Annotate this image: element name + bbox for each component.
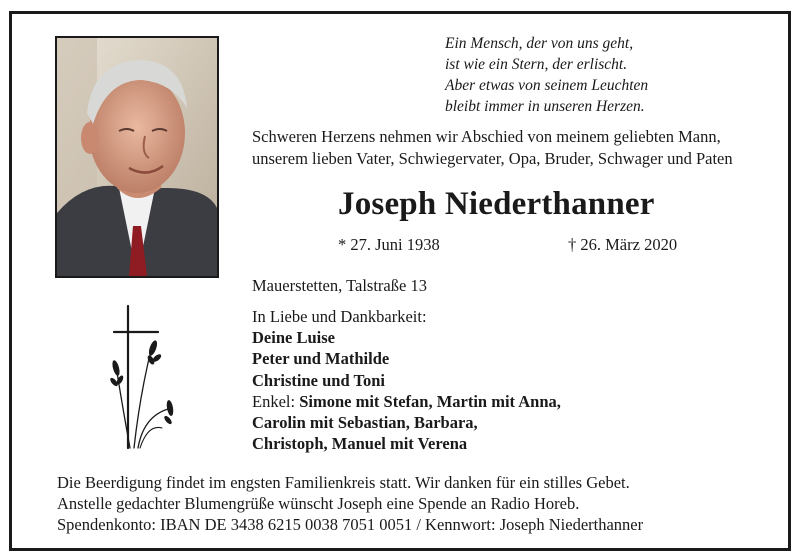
intro-line: unserem lieben Vater, Schwiegervater, Opa, Bruder, Schwager und Paten bbox=[252, 149, 733, 168]
grandchildren-names: Simone mit Stefan, Martin mit Anna, bbox=[299, 391, 561, 411]
deceased-name: Joseph Niederthanner bbox=[338, 186, 655, 222]
grandchildren-names: Carolin mit Sebastian, Barbara, bbox=[252, 413, 478, 433]
address: Mauerstetten, Talstraße 13 bbox=[252, 276, 427, 295]
funeral-notice-footer bbox=[57, 472, 643, 535]
memorial-poem bbox=[445, 33, 648, 117]
portrait-photo bbox=[55, 36, 219, 278]
grandchildren-label: Enkel: bbox=[252, 391, 296, 411]
grandchildren-line bbox=[252, 391, 561, 412]
birth-date: * 27. Juni 1938 bbox=[338, 235, 440, 254]
footer-line: Anstelle gedachter Blumengrüße wünscht Joseph eine Spende an Radio Horeb. bbox=[57, 494, 580, 513]
poem-line: Ein Mensch, der von uns geht, bbox=[445, 35, 634, 52]
donation-account: Spendenkonto: IBAN DE 3438 6215 0038 7051 0051 / Kennwort: Joseph Niederthanner bbox=[57, 515, 644, 534]
family-list bbox=[252, 306, 561, 454]
poem-line: bleibt immer in unseren Herzen. bbox=[445, 98, 645, 115]
poem-line: ist wie ein Stern, der erlischt. bbox=[445, 56, 628, 73]
family-member: Deine Luise bbox=[252, 328, 335, 348]
cross-with-wheat-icon bbox=[108, 304, 178, 457]
farewell-intro bbox=[252, 126, 733, 170]
poem-line: Aber etwas von seinem Leuchten bbox=[445, 77, 649, 94]
family-member: Peter und Mathilde bbox=[252, 349, 390, 369]
family-heading: In Liebe und Dankbarkeit: bbox=[252, 307, 427, 326]
family-member: Christine und Toni bbox=[252, 370, 385, 390]
death-date: † 26. März 2020 bbox=[568, 235, 678, 254]
grandchildren-names: Christoph, Manuel mit Verena bbox=[252, 434, 468, 454]
footer-line: Die Beerdigung findet im engsten Familienkreis statt. Wir danken für ein stilles Gebet. bbox=[57, 473, 630, 492]
intro-line: Schweren Herzens nehmen wir Abschied von meinem geliebten Mann, bbox=[252, 127, 721, 146]
